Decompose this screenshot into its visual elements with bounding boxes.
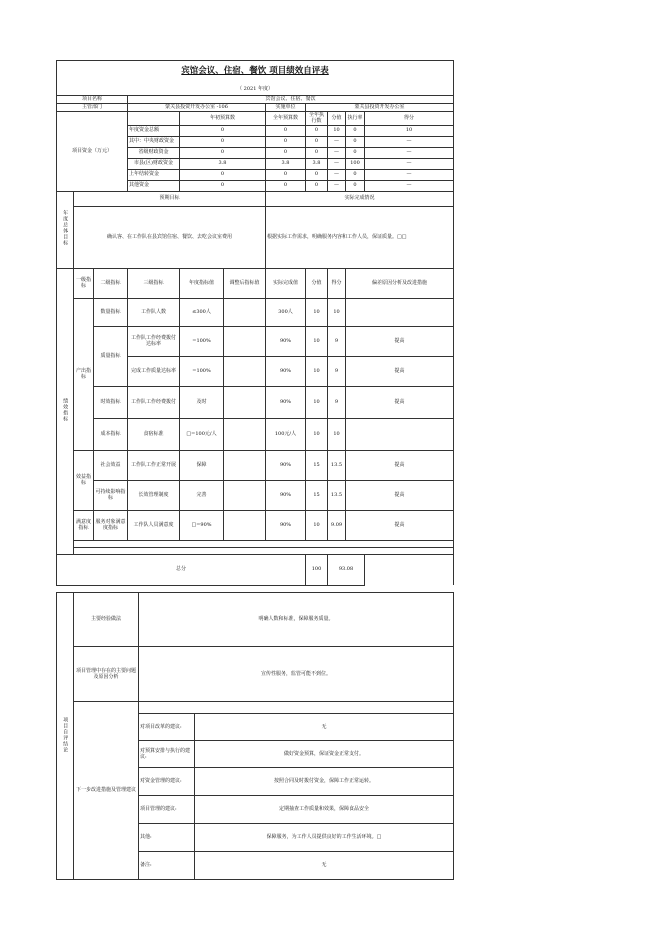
score: 13.5: [328, 480, 346, 510]
funds-header: 得分: [365, 112, 454, 126]
score: 9: [328, 326, 346, 356]
experience-value: 明确人数和标准，保障服务质量。: [139, 593, 454, 647]
dept-value: 蒙关县投资开发办公室 -106: [128, 104, 266, 112]
funds-cell: 0: [180, 169, 266, 180]
funds-cell: —: [328, 147, 346, 158]
impl-value: 蒙关县投资开发办公室: [306, 104, 454, 112]
actual: 300人: [266, 298, 306, 326]
funds-cell: 0: [346, 169, 365, 180]
suggestion-label: 项目管理的建议:: [139, 796, 195, 824]
remark: 提高: [346, 326, 454, 356]
funds-cell: 0: [306, 136, 328, 147]
table-title-cell: [57, 61, 454, 83]
l3: 完成工作质量达标率: [128, 356, 180, 386]
target: ≤300人: [180, 298, 224, 326]
score: 9: [328, 356, 346, 386]
funds-cell: —: [328, 136, 346, 147]
year-label: （ 2021 年度）: [57, 83, 454, 96]
actual: 90%: [266, 480, 306, 510]
experience-label: 主要经验做法: [74, 593, 139, 647]
funds-cell: —: [365, 136, 454, 147]
l2-cost: 成本指标: [94, 418, 128, 450]
page-title: 宾馆会议、住宿、餐饮 项目绩效自评表: [181, 66, 329, 77]
remark: [346, 418, 454, 450]
remark: 提高: [346, 450, 454, 480]
score-value: 10: [306, 298, 328, 326]
perf-header: 偏差原因分析及改进措施: [346, 268, 454, 298]
funds-row-label: 年度资金总额: [128, 125, 180, 136]
remark: 提高: [346, 386, 454, 418]
funds-cell: —: [328, 180, 346, 191]
actual: 90%: [266, 450, 306, 480]
target: □=100元/人: [180, 418, 224, 450]
funds-cell: 0: [180, 147, 266, 158]
actual: 90%: [266, 510, 306, 540]
suggestion-label: 对资金管理的建议:: [139, 768, 195, 796]
funds-cell: 0: [306, 125, 328, 136]
perf-header: 二级指标: [94, 268, 128, 298]
l3: 长效管理制度: [128, 480, 180, 510]
funds-cell: 100: [346, 158, 365, 169]
suggestion-value: 按照合同及时拨付资金，保障工作正常运转。: [195, 768, 454, 796]
funds-header: 分值: [328, 112, 346, 126]
funds-cell: 0: [266, 147, 306, 158]
l3: 工作队工作正常开展: [128, 450, 180, 480]
funds-cell: 0: [266, 180, 306, 191]
actual: 90%: [266, 386, 306, 418]
score: 9.09: [328, 510, 346, 540]
l2-social: 社会效益: [94, 450, 128, 480]
total-blank: [365, 554, 454, 585]
l2-timeliness: 时效指标: [94, 386, 128, 418]
score-value: 10: [306, 356, 328, 386]
funds-section-label: 项目资金（万元）: [57, 112, 128, 192]
conclusion-table: [56, 592, 454, 880]
funds-cell: 3.8: [180, 158, 266, 169]
funds-cell: —: [365, 169, 454, 180]
problems-label: 项目管理中存在的主要问题及原因分析: [74, 647, 139, 702]
l3: 工作队人员满意度: [128, 510, 180, 540]
conclusion-section-label: 项目自评结论: [57, 593, 74, 880]
funds-cell: —: [328, 169, 346, 180]
goals-section-label: 年度总体目标: [57, 191, 74, 268]
project-name-value: 宾馆会议、住宿、餐饮: [128, 96, 454, 104]
actual: 90%: [266, 326, 306, 356]
perf-header: 实际完成值: [266, 268, 306, 298]
funds-cell: 0: [306, 169, 328, 180]
expected-goal-header: 预期目标: [74, 191, 266, 206]
score-value: 15: [306, 480, 328, 510]
score: 10: [328, 298, 346, 326]
funds-cell: 0: [346, 147, 365, 158]
dept-label: 主管部门: [57, 104, 128, 112]
funds-row-label: 省级财政资金: [128, 147, 180, 158]
funds-cell: 0: [266, 136, 306, 147]
next-steps-gap: [139, 702, 454, 714]
funds-header: 执行率: [346, 112, 365, 126]
expected-goal-text: 确认客、在工作队在县宾馆住宿、餐饮、去吃会议室费用: [74, 206, 266, 268]
perf-section-label: 绩效指标: [57, 268, 74, 554]
target: □=90%: [180, 510, 224, 540]
l2-sustainable: 可持续影响指标: [94, 480, 128, 510]
funds-cell: 0: [180, 125, 266, 136]
suggestion-value: 无: [195, 852, 454, 880]
perf-header: 得分: [328, 268, 346, 298]
impl-label: 实施单位: [266, 104, 306, 112]
funds-row-label: 市县(区)财政资金: [128, 158, 180, 169]
adjusted: [224, 418, 266, 450]
funds-header: 全年执行数: [306, 112, 328, 126]
score-value: 10: [306, 386, 328, 418]
l2-quality: 质量指标: [94, 326, 128, 386]
remark: 提高: [346, 480, 454, 510]
spacer-row: [74, 547, 454, 554]
adjusted: [224, 450, 266, 480]
suggestion-label: 对预算安排与执行的建议:: [139, 741, 195, 768]
funds-cell: 0: [346, 136, 365, 147]
total-score: 93.08: [328, 554, 365, 585]
suggestion-value: 保障服务，为工作人员提供良好的工作生活环境。□: [195, 824, 454, 852]
score-value: 10: [306, 418, 328, 450]
funds-cell: 0: [306, 147, 328, 158]
suggestion-label: 对项目改革的建议:: [139, 714, 195, 741]
problems-value: 宣传性服务，监管可能不到位。: [139, 647, 454, 702]
funds-row-label: 上年结转资金: [128, 169, 180, 180]
funds-cell: —: [365, 158, 454, 169]
l2-satisfaction: 服务对象满意度指标: [94, 510, 128, 540]
score-value: 10: [306, 510, 328, 540]
next-steps-label: 下一步改进措施及管理建议: [74, 702, 139, 880]
funds-row-label: 其中：中央财政资金: [128, 136, 180, 147]
actual: 100元/人: [266, 418, 306, 450]
funds-cell: 0: [306, 180, 328, 191]
remark: [346, 298, 454, 326]
funds-cell: —: [365, 147, 454, 158]
performance-evaluation-table: [56, 60, 454, 586]
satisfaction-l1: 满意度指标: [74, 510, 94, 540]
suggestion-value: 定期抽查工作质量和效果，保障食品安全: [195, 796, 454, 824]
l3: 工作队工作经费拨付达标率: [128, 326, 180, 356]
remark: 提高: [346, 356, 454, 386]
funds-cell: 3.8: [266, 158, 306, 169]
spacer-row: [74, 540, 454, 547]
score: 10: [328, 418, 346, 450]
adjusted: [224, 356, 266, 386]
perf-header: 一级指标: [74, 268, 94, 298]
suggestion-value: 无: [195, 714, 454, 741]
perf-header: 三级指标: [128, 268, 180, 298]
benefit-l1: 效益指标: [74, 450, 94, 510]
score: 13.5: [328, 450, 346, 480]
funds-header: 全年预算数: [266, 112, 306, 126]
total-label: 总分: [57, 554, 306, 585]
funds-cell: 10: [328, 125, 346, 136]
target: =100%: [180, 356, 224, 386]
actual-goal-header: 实际完成情况: [266, 191, 454, 206]
actual: 90%: [266, 356, 306, 386]
funds-cell: 0: [346, 125, 365, 136]
suggestion-label: 备注:: [139, 852, 195, 880]
target: 保障: [180, 450, 224, 480]
score-value: 15: [306, 450, 328, 480]
adjusted: [224, 480, 266, 510]
funds-cell: 0: [266, 125, 306, 136]
suggestion-label: 其他:: [139, 824, 195, 852]
funds-cell: —: [365, 180, 454, 191]
perf-header: 年度指标值: [180, 268, 224, 298]
adjusted: [224, 326, 266, 356]
suggestion-value: 做好资金预算，保证资金正常支付。: [195, 741, 454, 768]
perf-header: 分值: [306, 268, 328, 298]
funds-cell: 0: [180, 136, 266, 147]
funds-row-label: 其他资金: [128, 180, 180, 191]
funds-cell: 0: [180, 180, 266, 191]
funds-header-blank: [128, 112, 180, 126]
perf-header: 调整后指标值: [224, 268, 266, 298]
score: 9: [328, 386, 346, 418]
l2-quantity: 数量指标: [94, 298, 128, 326]
funds-cell: 3.8: [306, 158, 328, 169]
l3: 食宿标准: [128, 418, 180, 450]
funds-cell: 0: [346, 180, 365, 191]
output-l1: 产出指标: [74, 298, 94, 450]
funds-cell: —: [328, 158, 346, 169]
l3: 工作队人数: [128, 298, 180, 326]
adjusted: [224, 386, 266, 418]
target: =100%: [180, 326, 224, 356]
target: 完善: [180, 480, 224, 510]
target: 及时: [180, 386, 224, 418]
score-value: 10: [306, 326, 328, 356]
l3: 工作队工作经费拨付: [128, 386, 180, 418]
actual-goal-text: 根据实际工作需求，明确服务内容和工作人员，保证质量。□□: [266, 206, 454, 268]
funds-cell: 10: [365, 125, 454, 136]
funds-cell: 0: [266, 169, 306, 180]
project-name-label: 项目名称: [57, 96, 128, 104]
funds-header: 年初预算数: [180, 112, 266, 126]
adjusted: [224, 510, 266, 540]
remark: 提高: [346, 510, 454, 540]
total-score-value: 100: [306, 554, 328, 585]
adjusted: [224, 298, 266, 326]
